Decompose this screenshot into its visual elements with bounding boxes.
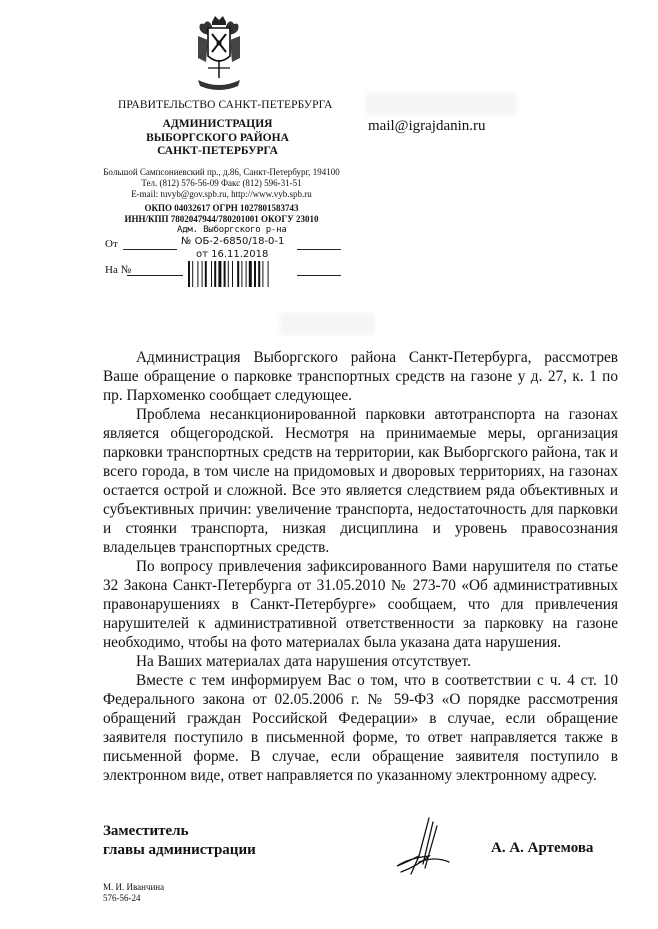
address-line-2: Тел. (812) 576-56-09 Факс (812) 596-31-51	[141, 178, 302, 188]
address-block	[100, 167, 343, 200]
signatory-title-line-2: главы администрации	[103, 842, 256, 858]
government-header: ПРАВИТЕЛЬСТВО САНКТ-ПЕТЕРБУРГА	[118, 99, 333, 111]
paragraph-2: Проблема несанкционированной парковки автотранспорта на газонах является общегородской. Несмотря на принимаемые меры, организация парковки транспортных средств на территории, как Выборгского района, так и всего города, в том числе на придомовых и дворовых территориях, на газонах остается острой и сложной. Все это является следствием ряда объективных и субъективных причин: увеличение транспорта, недостаточность для парковки и стоянки транспорта, низкая дисциплина и уровень правосознания владельцев транспортных средств.	[103, 406, 618, 556]
barcode	[187, 261, 297, 287]
from-blank-line	[123, 249, 177, 250]
address-line-1: Большой Сампсониевский пр., д.86, Санкт-Петербург, 194100	[103, 167, 340, 177]
from-blank-line-right	[297, 249, 341, 250]
executor-info	[103, 882, 164, 904]
paragraph-3: По вопросу привлечения зафиксированного Вами нарушителя по статье 32 Закона Санкт-Петербурга от 31.05.2010 № 273-70 «Об административных правонарушениях в Санкт-Петербурге» сообщаем, что для привлечения нарушителей к административной ответственности за парковку на газоне необходимо, чтобы на фото материалах была указана дата нарушения.	[103, 558, 618, 651]
codes-line-1: ОКПО 04032617 ОГРН 1027801583743	[144, 203, 299, 213]
paragraph-1: Администрация Выборгского района Санкт-Петербурга, рассмотрев Ваше обращение о парковке транспортных средств на газоне у д. 27, к. 1 по пр. Пархоменко сообщает следующее.	[103, 349, 618, 404]
executor-phone: 576-56-24	[103, 893, 141, 903]
reference-blank-line-right	[297, 275, 341, 276]
signatory-name: А. А. Артемова	[491, 840, 594, 856]
address-line-3: E-mail: tuvyb@gov.spb.ru, http://www.vyb.spb.ru	[131, 189, 312, 199]
codes-line-2: ИНН/КПП 7802047944/780201001 ОКОГУ 23010	[124, 214, 319, 224]
registry-codes	[100, 203, 343, 225]
registration-number: № ОБ-2-6850/18-0-1	[181, 236, 285, 247]
handwritten-signature	[389, 816, 459, 878]
signatory-title	[103, 822, 256, 860]
letter-body	[103, 348, 618, 785]
registration-stamp-header: Адм. Выборгского р-на	[177, 225, 287, 235]
coat-of-arms-emblem	[194, 14, 244, 90]
reference-blank-line	[127, 275, 183, 276]
paragraph-4: На Ваших материалах дата нарушения отсутствует.	[136, 653, 471, 670]
administration-name	[130, 118, 305, 159]
recipient-email: mail@igrajdanin.ru	[368, 118, 486, 134]
reference-number-label: На №	[105, 264, 132, 276]
admin-line-3: САНКТ-ПЕТЕРБУРГА	[157, 145, 278, 157]
from-label: От	[105, 238, 118, 250]
admin-line-2: ВЫБОРГСКОГО РАЙОНА	[146, 131, 289, 144]
paragraph-5: Вместе с тем информируем Вас о том, что в соответствии с ч. 4 ст. 10 Федерального закона от 02.05.2006 г. № 59-ФЗ «О порядке рассмотрения обращений граждан Российской Федерации» в случае, если обращение заявителя поступило в письменной форме, то ответ направляется также в письменной форме. В случае, если обращение заявителя поступило в электронном виде, ответ направляется по указанному электронному адресу.	[103, 672, 618, 784]
redacted-salutation	[280, 313, 375, 335]
signatory-title-line-1: Заместитель	[103, 823, 189, 839]
admin-line-1: АДМИНИСТРАЦИЯ	[162, 118, 273, 130]
executor-name: М. И. Иванчина	[103, 882, 165, 892]
redacted-recipient-name	[366, 94, 516, 114]
registration-date: от 16.11.2018	[196, 249, 269, 260]
